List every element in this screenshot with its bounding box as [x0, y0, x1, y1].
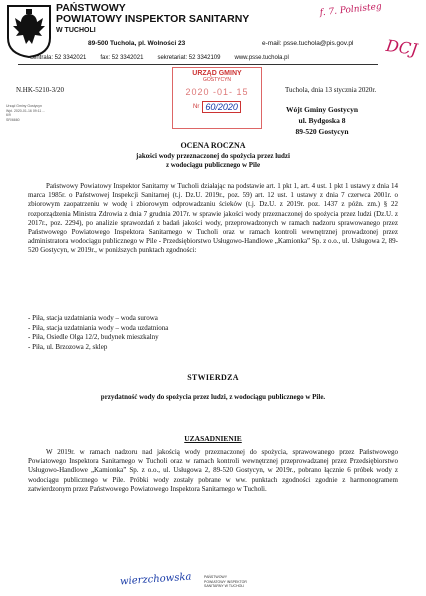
justification-heading: UZASADNIENIE [184, 434, 242, 443]
paragraph-legal-basis: Państwowy Powiatowy Inspektor Sanitarny w Tucholi działając na podstawie art. 1 pkt 1, art. 4 ust. 1 pkt 1 ustawy z dnia 14 marca 1985r. o Państwowej Inspekcji Sanitarnej (t.j. Dz.U. 2019r., poz. 59) art. 12 ust. 1 ustawy z dnia 7 czerwca 2001r. o zbiorowym zaopatrzeniu w wodę i zbiorowym odprowadzaniu ścieków (t.j. Dz.U. z 2019r. poz. 1437 z późn. zm.) § 22 rozporządzenia Ministra Zdrowia z dnia 7 grudnia 2017r. w sprawie jakości wody przeznaczonej do spożycia przez ludzi (Dz.U. z 2017r., poz. 2294), po analizie sprawozdań z badań jakości wody, przeprowadzonych w ramach nadzoru sprawowanego przez Państwowego Powiatowego Inspektora Sanitarnego w Tucholi oraz w ramach kontroli wewnętrznej prowadzonej przez administratora wodociągu publicznego w Pile - Przedsiębiorstwo Usługowo-Handlowe „Kamionka” Sp. z o.o., ul. Usługowa 2, 89-520 Gostycyn, w 2019r., w poniższych punktach zgodności: [28, 182, 398, 255]
institution-name: PAŃSTWOWY POWIATOWY INSPEKTOR SANITARNY W TUCHOLI [56, 2, 250, 34]
registry-label: Urząd Gminy Gostycyn Wpł. 2020-01-16 09:11 ... 6/9 SR/6660 [6, 104, 46, 122]
phone-central: centrala: 52 3342021 [30, 55, 87, 61]
paragraph-justification: W 2019r. w ramach nadzoru nad jakością wody przeznaczonej do spożycia, sprawowanego przez Państwowego Powiatowego Inspektora Sanitarnego w Tucholi oraz w ramach kontroli wewnętrznej przeprowadzanej przez Przedsiębiorstwo Usługowo-Handlowe „Kamionka” Sp. z o.o., ul. Usługowa 2, 89-520 Gostycyn, w 2019r., pobrano łącznie 6 próbek wody z wodociągu publicznego w Pile. Próbki wody zostały pobrane w ww. punktach zgodności zgodnie z harmonogramem zatwierdzonym przez Państwowego Powiatowego Inspektora Sanitarnego w Tucholi. [28, 448, 398, 493]
handwritten-signature: wierzchowska [119, 571, 192, 588]
addressee: Wójt Gminy Gostycyn ul. Bydgoska 8 89-520 Gostycyn [285, 105, 359, 136]
stwierdza-heading: STWIERDZA [187, 373, 239, 382]
list-item: - Piła, stacja uzdatniania wody – woda surowa [28, 314, 158, 322]
institution-address: 89-500 Tuchola, pl. Wolności 23 [88, 40, 186, 47]
list-item: - Piła, stacja uzdatniania wody – woda uzdatniona [28, 323, 169, 332]
contact-line [30, 55, 390, 61]
city-date: Tuchola, dnia 13 stycznia 2020r. [285, 86, 377, 94]
stamp-date: 2020 -01- 15 [185, 87, 249, 97]
document-subtitle: jakości wody przeznaczonej do spożycia przez ludzi z wodociągu publicznego w Pile [136, 152, 290, 169]
reference-number: N.HK-5210-3/20 [16, 86, 65, 94]
phone-secretariat: sekretariat: 52 3342109 [157, 55, 221, 61]
eagle-emblem-icon [6, 4, 52, 58]
sampling-points-list [28, 314, 168, 352]
handwritten-note: f. 7. Polnisteg [319, 1, 383, 19]
stamp-town: GOSTYCYN [202, 77, 232, 83]
institution-email: e-mail: psse.tuchola@pis.gov.pl [262, 40, 354, 47]
receipt-stamp [172, 67, 262, 129]
document-title: OCENA ROCZNA [180, 141, 246, 150]
stamp-registration: Nr 60/2020 [173, 101, 261, 113]
website: www.psse.tuchola.pl [234, 55, 289, 61]
fax: fax: 52 3342021 [100, 55, 144, 61]
stamp-office: URZĄD GMINY [192, 70, 242, 77]
list-item: - Piła, ul. Brzozowa 2, sklep [28, 342, 108, 351]
signature-stamp: PAŃSTWOWY POWIATOWY INSPEKTOR SANITARNY W TUCHOLI [204, 575, 247, 588]
handwritten-mark: DCJ [384, 35, 419, 60]
stamp-reg-number: 60/2020 [202, 101, 241, 113]
conclusion: przydatność wody do spożycia przez ludzi, z wodociągu publicznego w Pile. [100, 393, 326, 401]
list-item: - Piła, Osiedle Olga 12/2, budynek mieszkalny [28, 333, 159, 341]
header-divider [18, 64, 378, 65]
